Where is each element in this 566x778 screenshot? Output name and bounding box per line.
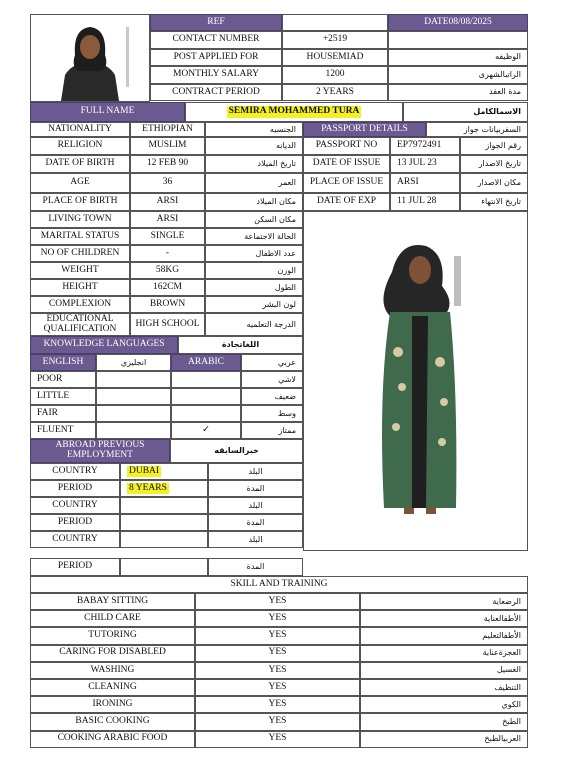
personal-arabic	[205, 122, 303, 137]
arabic-mark-text: ✓	[202, 424, 210, 435]
skill-value	[195, 610, 360, 627]
personal-arabic-text: تاريخ الميلاد	[257, 159, 296, 168]
languages-header	[30, 336, 178, 354]
skill-arabic	[360, 679, 528, 696]
personal-label-text: HEIGHT	[62, 281, 98, 292]
language-level-arabic-text: ممتاز	[278, 425, 296, 435]
arabic-arabic-text: عربي	[277, 357, 296, 367]
employment-label	[30, 531, 120, 548]
employment-arabic-text: البلد	[248, 466, 263, 476]
header-label-text: MONTHLY SALARY	[172, 69, 260, 79]
personal-arabic-text: الحالة الاجتماعة	[244, 231, 296, 241]
skill-arabic	[360, 593, 528, 610]
languages-header-arabic	[178, 336, 303, 354]
language-level-label-text: FLUENT	[37, 424, 74, 435]
passport-arabic	[460, 193, 528, 211]
passport-arabic-text: تاريخ الانتهاء	[481, 197, 521, 206]
passport-value	[390, 193, 460, 211]
skill-label	[30, 645, 195, 662]
skill-arabic-text: الأطفالعناية	[483, 613, 521, 623]
personal-arabic	[205, 173, 303, 193]
employment-arabic-text: البلد	[248, 534, 263, 544]
skill-label	[30, 731, 195, 748]
passport-value-text: 13 JUL 23	[397, 158, 437, 169]
skill-value	[195, 645, 360, 662]
skill-arabic	[360, 645, 528, 662]
passport-value	[390, 155, 460, 173]
portrait-figure-icon	[31, 15, 149, 101]
passport-header-arabic-text: السفربيانات جواز	[463, 124, 521, 134]
personal-value	[130, 193, 205, 211]
skills-header-text: SKILL AND TRAINING	[230, 578, 328, 589]
arabic-mark	[171, 371, 241, 388]
personal-label	[30, 245, 130, 262]
employment-value	[120, 531, 208, 548]
header-value-text: +2519	[322, 34, 348, 44]
personal-value-text: ARSI	[156, 196, 179, 207]
date-label-text: DATE08/08/2025	[424, 16, 492, 27]
personal-value-text: ARSI	[156, 213, 179, 224]
english-mark	[96, 422, 171, 439]
passport-value	[390, 173, 460, 193]
header-arabic	[388, 31, 528, 49]
skill-label-text: BABAY SITTING	[76, 595, 149, 606]
header-arabic-text: الراتبالشهرى	[478, 69, 521, 79]
personal-value	[130, 155, 205, 173]
employment-header-text: ABROAD PREVIOUS EMPLOYMENT	[55, 440, 145, 460]
passport-label-text: PLACE OF ISSUE	[309, 177, 384, 188]
skill-arabic	[360, 627, 528, 644]
personal-label	[30, 228, 130, 245]
languages-header-text: KNOWLEDGE LANGUAGES	[43, 339, 165, 350]
skill-value	[195, 713, 360, 730]
personal-value	[130, 137, 205, 155]
full-body-figure-icon	[304, 212, 527, 550]
personal-value-text: SINGLE	[150, 230, 185, 241]
skill-label-text: CARING FOR DISABLED	[59, 647, 166, 658]
skill-value	[195, 696, 360, 713]
personal-arabic	[205, 193, 303, 211]
header-label	[150, 49, 282, 67]
language-level-arabic	[241, 388, 303, 405]
employment-value-text: 8 YEARS	[129, 482, 167, 493]
personal-value	[130, 262, 205, 279]
portrait-photo	[30, 14, 150, 102]
skill-arabic	[360, 610, 528, 627]
skill-arabic-text: العربيالطبخ	[484, 734, 521, 744]
passport-label	[303, 193, 390, 211]
personal-value	[130, 313, 205, 336]
personal-value-text: BROWN	[149, 298, 186, 309]
passport-label-text: PASSPORT NO	[315, 140, 378, 151]
employment-label-text: PERIOD	[57, 482, 93, 493]
employment-value-text: DUBAI	[129, 465, 160, 476]
employment-header	[30, 439, 170, 463]
personal-label-text: MARITAL STATUS	[40, 230, 120, 241]
skill-arabic-text: الطبخ	[502, 716, 521, 726]
language-level-label-text: POOR	[37, 373, 63, 384]
personal-value	[130, 173, 205, 193]
full-name-label	[30, 102, 185, 122]
personal-label-text: NATIONALITY	[48, 123, 112, 134]
skill-arabic	[360, 696, 528, 713]
passport-label	[303, 173, 390, 193]
language-level-label	[30, 371, 96, 388]
personal-label	[30, 279, 130, 296]
personal-label	[30, 137, 130, 155]
personal-label	[30, 296, 130, 313]
employment-arabic-text: المدة	[246, 483, 265, 493]
personal-label	[30, 211, 130, 228]
passport-arabic-text: مكان الاصدار	[477, 178, 521, 187]
header-label	[150, 31, 282, 49]
personal-arabic-text: الطول	[274, 282, 296, 292]
personal-value	[130, 211, 205, 228]
personal-value	[130, 228, 205, 245]
header-value	[282, 31, 388, 49]
extra-period-value	[120, 558, 208, 576]
language-level-label-text: FAIR	[37, 407, 58, 418]
employment-label-text: COUNTRY	[52, 499, 98, 510]
passport-arabic	[460, 155, 528, 173]
passport-arabic-text: تاريخ الاصدار	[478, 159, 521, 168]
skill-label	[30, 679, 195, 696]
employment-value	[120, 497, 208, 514]
personal-arabic-text: الديانه	[275, 141, 296, 150]
employment-arabic-text: المدة	[246, 517, 265, 527]
personal-value	[130, 122, 205, 137]
personal-arabic-text: الجنسيه	[269, 124, 296, 134]
passport-label	[303, 137, 390, 155]
employment-label-text: PERIOD	[57, 516, 93, 527]
skill-value-text: YES	[268, 716, 287, 727]
personal-value-text: 12 FEB 90	[146, 158, 189, 169]
passport-label-text: DATE OF EXP	[316, 196, 377, 207]
personal-value	[130, 296, 205, 313]
extra-period-arabic	[208, 558, 303, 576]
passport-header	[303, 122, 426, 137]
skill-value	[195, 662, 360, 679]
personal-arabic-text: الدرجة التعلميه	[246, 319, 296, 329]
arabic-label-text: ARABIC	[188, 356, 224, 367]
skill-arabic-text: الغسيل	[496, 665, 521, 675]
personal-label-text: AGE	[70, 177, 90, 188]
header-label-text: CONTRACT PERIOD	[172, 86, 260, 97]
skill-value-text: YES	[268, 664, 287, 675]
personal-label	[30, 122, 130, 137]
skill-label-text: WASHING	[90, 664, 135, 675]
personal-value-text: MUSLIM	[148, 140, 187, 151]
skill-arabic-text: التنظيف	[494, 682, 521, 692]
language-level-label	[30, 405, 96, 422]
language-level-label-text: LITTLE	[37, 390, 70, 401]
employment-header-arabic	[170, 439, 303, 463]
personal-arabic-text: مكان السكن	[254, 214, 296, 224]
skill-label-text: COOKING ARABIC FOOD	[57, 733, 168, 744]
passport-value-text: EP7972491	[397, 140, 442, 151]
full-name-label-text: FULL NAME	[80, 106, 135, 117]
header-label-text: CONTACT NUMBER	[172, 34, 260, 44]
employment-label-text: COUNTRY	[52, 465, 98, 476]
personal-arabic-text: عدد الاطفال	[255, 248, 296, 258]
language-level-arabic-text: وسط	[277, 408, 296, 418]
skill-value	[195, 593, 360, 610]
employment-value	[120, 514, 208, 531]
skill-label	[30, 593, 195, 610]
skill-arabic-text: الرضعاية	[492, 596, 521, 606]
personal-label-text: RELIGION	[57, 140, 103, 151]
passport-header-arabic	[426, 122, 528, 137]
extra-period-label-text: PERIOD	[57, 561, 93, 572]
skill-value-text: YES	[268, 647, 287, 658]
employment-label	[30, 463, 120, 480]
personal-value-text: 58KG	[155, 264, 180, 275]
employment-arabic	[208, 497, 303, 514]
personal-arabic	[205, 262, 303, 279]
arabic-mark	[171, 422, 241, 439]
full-name-value	[185, 102, 403, 122]
personal-label	[30, 262, 130, 279]
personal-arabic-text: مكان الميلاد	[256, 197, 296, 206]
personal-value-text: ETHIOPIAN	[142, 123, 193, 134]
passport-value-text: ARSI	[397, 177, 419, 188]
header-value	[282, 66, 388, 84]
arabic-label	[171, 354, 241, 371]
english-label	[30, 354, 96, 371]
personal-label	[30, 173, 130, 193]
skill-label-text: IRONING	[92, 699, 133, 710]
personal-arabic	[205, 279, 303, 296]
passport-label	[303, 155, 390, 173]
language-level-label	[30, 388, 96, 405]
skill-arabic-text: العجزةعناية	[482, 648, 521, 658]
personal-label-text: COMPLEXION	[48, 298, 112, 309]
ref-value	[282, 14, 388, 31]
language-level-arabic	[241, 405, 303, 422]
passport-header-text: PASSPORT DETAILS	[321, 123, 408, 134]
skill-label-text: CHILD CARE	[84, 613, 141, 624]
date-label	[388, 14, 528, 31]
skill-label	[30, 662, 195, 679]
extra-period-label	[30, 558, 120, 576]
english-mark	[96, 388, 171, 405]
full-name-arabic-text: الاسمالكامل	[473, 107, 521, 116]
passport-label-text: DATE OF ISSUE	[312, 158, 381, 169]
language-level-arabic	[241, 371, 303, 388]
header-value	[282, 49, 388, 67]
language-level-arabic	[241, 422, 303, 439]
skill-value-text: YES	[268, 595, 287, 606]
english-mark	[96, 371, 171, 388]
personal-arabic	[205, 137, 303, 155]
header-value	[282, 84, 388, 102]
skill-label	[30, 713, 195, 730]
skill-label-text: TUTORING	[88, 630, 137, 641]
language-level-arabic-text: لاشي	[278, 374, 296, 384]
header-arabic-text: الوظيفه	[495, 52, 521, 62]
skill-value	[195, 627, 360, 644]
full-name-arabic	[403, 102, 528, 122]
personal-label	[30, 313, 130, 336]
passport-arabic	[460, 173, 528, 193]
personal-arabic	[205, 155, 303, 173]
personal-label	[30, 155, 130, 173]
header-arabic	[388, 84, 528, 102]
employment-arabic	[208, 463, 303, 480]
personal-arabic-text: العمر	[278, 178, 296, 187]
skill-label	[30, 627, 195, 644]
employment-arabic-text: البلد	[248, 500, 263, 510]
passport-value-text: 11 JUL 28	[397, 196, 437, 207]
personal-value-text: 162CM	[152, 281, 183, 292]
employment-arabic	[208, 514, 303, 531]
skill-label-text: CLEANING	[88, 681, 137, 692]
ref-label	[150, 14, 282, 31]
skill-value-text: YES	[268, 681, 287, 692]
skill-arabic-text: الأطفالتعليم	[482, 630, 521, 640]
employment-arabic	[208, 531, 303, 548]
english-arabic	[96, 354, 171, 371]
skill-label-text: BASIC COOKING	[75, 716, 150, 727]
ref-label-text: REF	[207, 16, 225, 27]
language-level-arabic-text: ضعيف	[274, 391, 296, 401]
passport-arabic-text: رقم الجواز	[485, 141, 521, 150]
personal-arabic-text: الوزن	[277, 265, 296, 275]
full-name-value-text: SEMIRA MOHAMMED TURA	[228, 106, 360, 117]
personal-arabic	[205, 296, 303, 313]
header-arabic	[388, 66, 528, 84]
header-arabic-text: مدة العقد	[489, 87, 521, 97]
personal-arabic-text: لون البشر	[262, 299, 296, 309]
header-label	[150, 84, 282, 102]
passport-arabic	[460, 137, 528, 155]
header-value-text: 1200	[325, 69, 345, 79]
english-label-text: ENGLISH	[42, 356, 84, 367]
skill-value-text: YES	[268, 630, 287, 641]
header-value-text: 2 YEARS	[316, 86, 354, 97]
skill-value-text: YES	[268, 733, 287, 744]
personal-label-text: WEIGHT	[61, 264, 99, 275]
personal-label	[30, 193, 130, 211]
personal-label-text: EDUCATIONAL QUALIFICATION	[43, 313, 117, 334]
extra-period-arabic-text: المدة	[246, 562, 265, 571]
personal-label-text: NO OF CHILDREN	[40, 247, 120, 258]
personal-label-text: DATE OF BIRTH	[45, 158, 115, 169]
full-body-photo	[303, 211, 528, 551]
arabic-mark	[171, 405, 241, 422]
header-arabic	[388, 49, 528, 67]
skill-arabic	[360, 662, 528, 679]
skill-arabic	[360, 731, 528, 748]
personal-arabic	[205, 245, 303, 262]
arabic-arabic	[241, 354, 303, 371]
skill-value	[195, 731, 360, 748]
language-level-label	[30, 422, 96, 439]
personal-label-text: PLACE OF BIRTH	[42, 196, 118, 207]
personal-value-text: -	[165, 247, 170, 258]
personal-value	[130, 245, 205, 262]
personal-arabic	[205, 211, 303, 228]
personal-value-text: 36	[162, 177, 173, 188]
employment-label	[30, 497, 120, 514]
employment-value	[120, 480, 208, 497]
languages-header-arabic-text: اللغاتجادة	[221, 340, 260, 349]
employment-label	[30, 514, 120, 531]
skill-value-text: YES	[268, 699, 287, 710]
arabic-mark	[171, 388, 241, 405]
skill-value	[195, 679, 360, 696]
skill-value-text: YES	[268, 613, 287, 624]
employment-label-text: COUNTRY	[52, 533, 98, 544]
skill-arabic	[360, 713, 528, 730]
header-label-text: POST APPLIED FOR	[173, 51, 259, 62]
employment-header-arabic-text: خبرالسابقه	[214, 446, 259, 455]
employment-value	[120, 463, 208, 480]
english-arabic-text: انجليزي	[120, 357, 147, 367]
employment-arabic	[208, 480, 303, 497]
personal-arabic	[205, 228, 303, 245]
personal-value	[130, 279, 205, 296]
header-label	[150, 66, 282, 84]
skills-header	[30, 576, 528, 593]
english-mark	[96, 405, 171, 422]
passport-value	[390, 137, 460, 155]
personal-label-text: LIVING TOWN	[48, 213, 112, 224]
skill-label	[30, 610, 195, 627]
personal-value-text: HIGH SCHOOL	[135, 318, 200, 329]
employment-label	[30, 480, 120, 497]
skill-label	[30, 696, 195, 713]
skill-arabic-text: الكوي	[501, 699, 521, 709]
personal-arabic	[205, 313, 303, 336]
header-value-text: HOUSEMIAD	[306, 51, 364, 62]
